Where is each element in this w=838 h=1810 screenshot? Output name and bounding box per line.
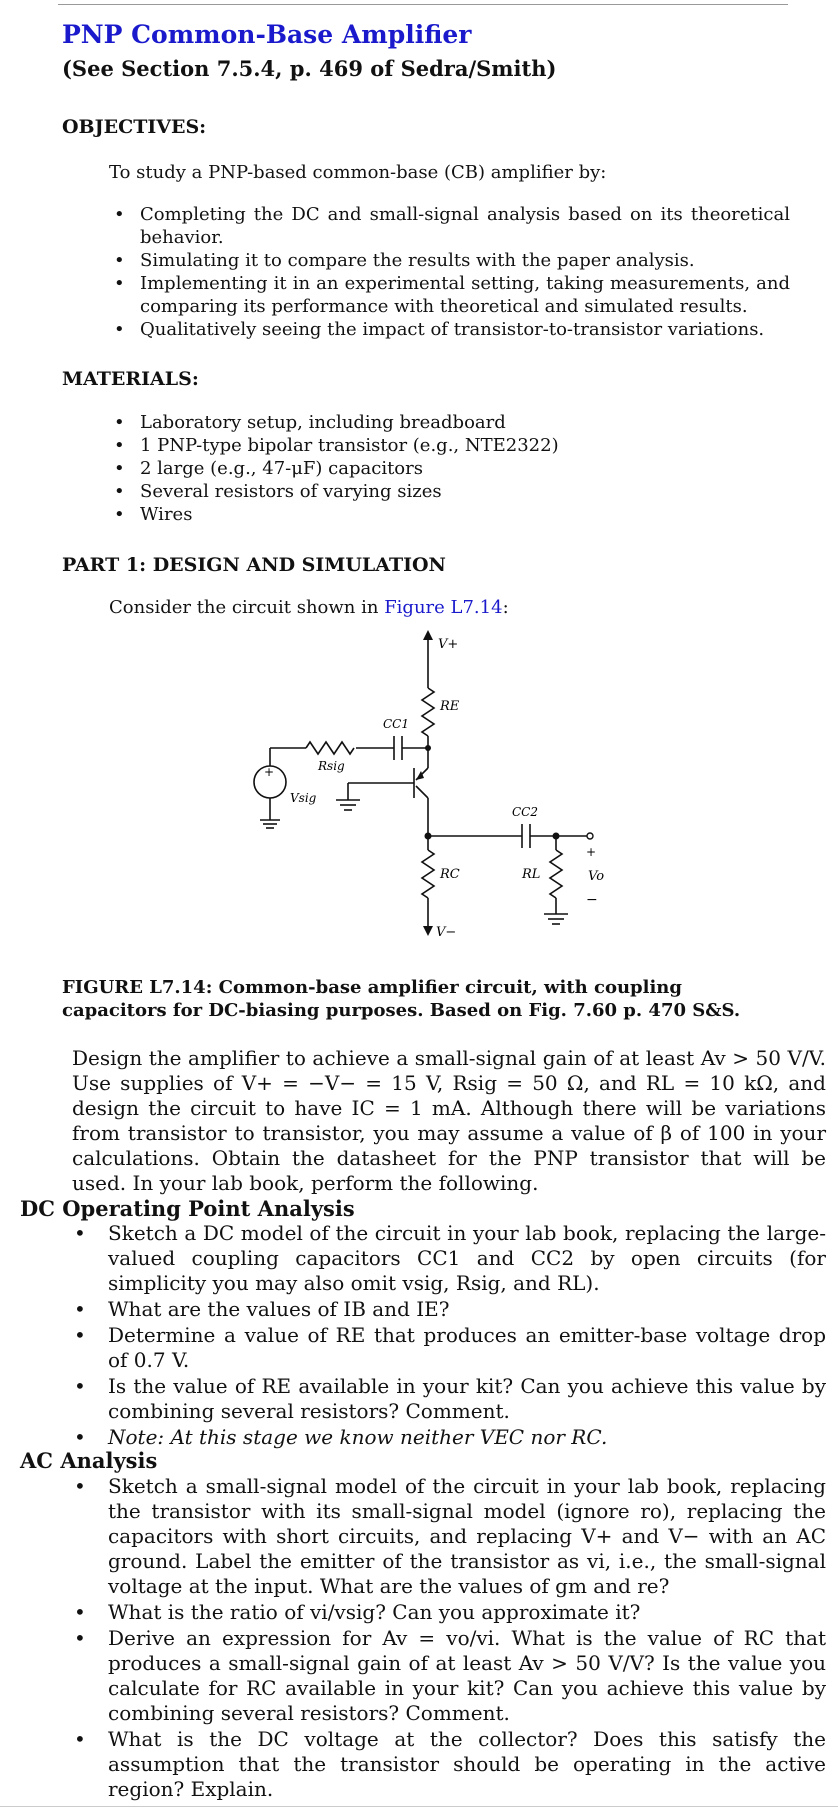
label-cc2: CC2	[512, 805, 538, 819]
circuit-diagram	[240, 630, 620, 970]
label-vo: Vo	[588, 869, 605, 884]
list-item: • Note: At this stage we know neither VEC nor RC.	[72, 1425, 826, 1450]
objectives-intro: To study a PNP-based common-base (CB) amplifier by:	[109, 162, 607, 183]
objectives-list	[110, 203, 790, 341]
list-item: • What are the values of IB and IE?	[72, 1297, 826, 1322]
list-item: • What is the ratio of vi/vsig? Can you approximate it?	[72, 1600, 826, 1625]
list-item: • Is the value of RE available in your kit? Can you achieve this value by combining several resistors? Comment.	[72, 1374, 826, 1424]
label-vminus: V−	[436, 925, 457, 940]
label-vplus: V+	[438, 637, 459, 652]
label-rc: RC	[440, 867, 460, 882]
part1-intro-text: Consider the circuit shown in	[109, 597, 385, 618]
list-item: • Implementing it in an experimental setting, taking measurements, and comparing its performance with theoretical and simulated results.	[110, 272, 790, 318]
figure-link[interactable]: Figure L7.14	[384, 597, 503, 618]
part1-intro-colon: :	[502, 597, 509, 618]
label-re: RE	[440, 699, 460, 714]
label-vsig: Vsig	[290, 791, 317, 805]
list-item: • Sketch a DC model of the circuit in your lab book, replacing the large-valued coupling capacitors CC1 and CC2 by open circuits (for simplicity you may also omit vsig, Rsig, and RL).	[72, 1221, 826, 1296]
part1-intro	[109, 596, 509, 619]
list-item: • Determine a value of RE that produces an emitter-base voltage drop of 0.7 V.	[72, 1323, 826, 1373]
objectives-heading: OBJECTIVES:	[62, 116, 207, 138]
figure-caption: FIGURE L7.14: Common-base amplifier circuit, with coupling capacitors for DC-biasing purposes. Based on Fig. 7.60 p. 470 S&S.	[62, 977, 741, 1021]
part1-heading: PART 1: DESIGN AND SIMULATION	[62, 554, 446, 576]
dc-analysis-heading: DC Operating Point Analysis	[20, 1196, 355, 1221]
list-item: • What is the DC voltage at the collector? Does this satisfy the assumption that the transistor should be operating in the active region? Explain.	[72, 1727, 826, 1802]
label-vo-minus: −	[586, 892, 598, 908]
list-item: • Completing the DC and small-signal analysis based on its theoretical behavior.	[110, 203, 790, 249]
label-rsig: Rsig	[318, 759, 345, 773]
materials-list	[110, 411, 790, 526]
ac-analysis-heading: AC Analysis	[20, 1448, 158, 1473]
list-item: • Several resistors of varying sizes	[110, 480, 790, 503]
list-item: • Wires	[110, 503, 790, 526]
bottom-rule	[0, 1806, 838, 1807]
label-vo-plus: +	[586, 845, 597, 859]
materials-heading: MATERIALS:	[62, 368, 199, 390]
page-title: PNP Common-Base Amplifier	[62, 20, 472, 49]
ac-analysis-list	[72, 1474, 826, 1803]
label-cc1: CC1	[383, 717, 409, 731]
top-rule	[58, 4, 788, 5]
list-item: • 2 large (e.g., 47-μF) capacitors	[110, 457, 790, 480]
list-item: • Qualitatively seeing the impact of transistor-to-transistor variations.	[110, 318, 790, 341]
list-item: • Sketch a small-signal model of the circuit in your lab book, replacing the transistor with its small-signal model (ignore ro), replacing the capacitors with short circuits, and replacing V+ and V− with an AC ground. Label the emitter of the transistor as vi, i.e., the small-signal voltage at the input. What are the values of gm and re?	[72, 1474, 826, 1599]
label-vsig-plus: +	[264, 765, 275, 779]
dc-analysis-list	[72, 1221, 826, 1451]
page-subtitle: (See Section 7.5.4, p. 469 of Sedra/Smith)	[62, 56, 557, 81]
design-paragraph: Design the amplifier to achieve a small-signal gain of at least Av > 50 V/V. Use supplies of V+ = −V− = 15 V, Rsig = 50 Ω, and RL = 10 kΩ, and design the circuit to have IC = 1 mA. Although there will be variations from transistor to transistor, you may assume a value of β of 100 in your calculations. Obtain the datasheet for the PNP transistor that will be used. In your lab book, perform the following.	[72, 1046, 826, 1195]
list-item: • Laboratory setup, including breadboard	[110, 411, 790, 434]
list-item: • 1 PNP-type bipolar transistor (e.g., NTE2322)	[110, 434, 790, 457]
label-rl: RL	[522, 867, 541, 882]
list-item: • Derive an expression for Av = vo/vi. What is the value of RC that produces a small-signal gain of at least Av > 50 V/V? Is the value you calculate for RC available in your kit? Can you achieve this value by combining several resistors? Comment.	[72, 1626, 826, 1726]
list-item: • Simulating it to compare the results with the paper analysis.	[110, 249, 790, 272]
